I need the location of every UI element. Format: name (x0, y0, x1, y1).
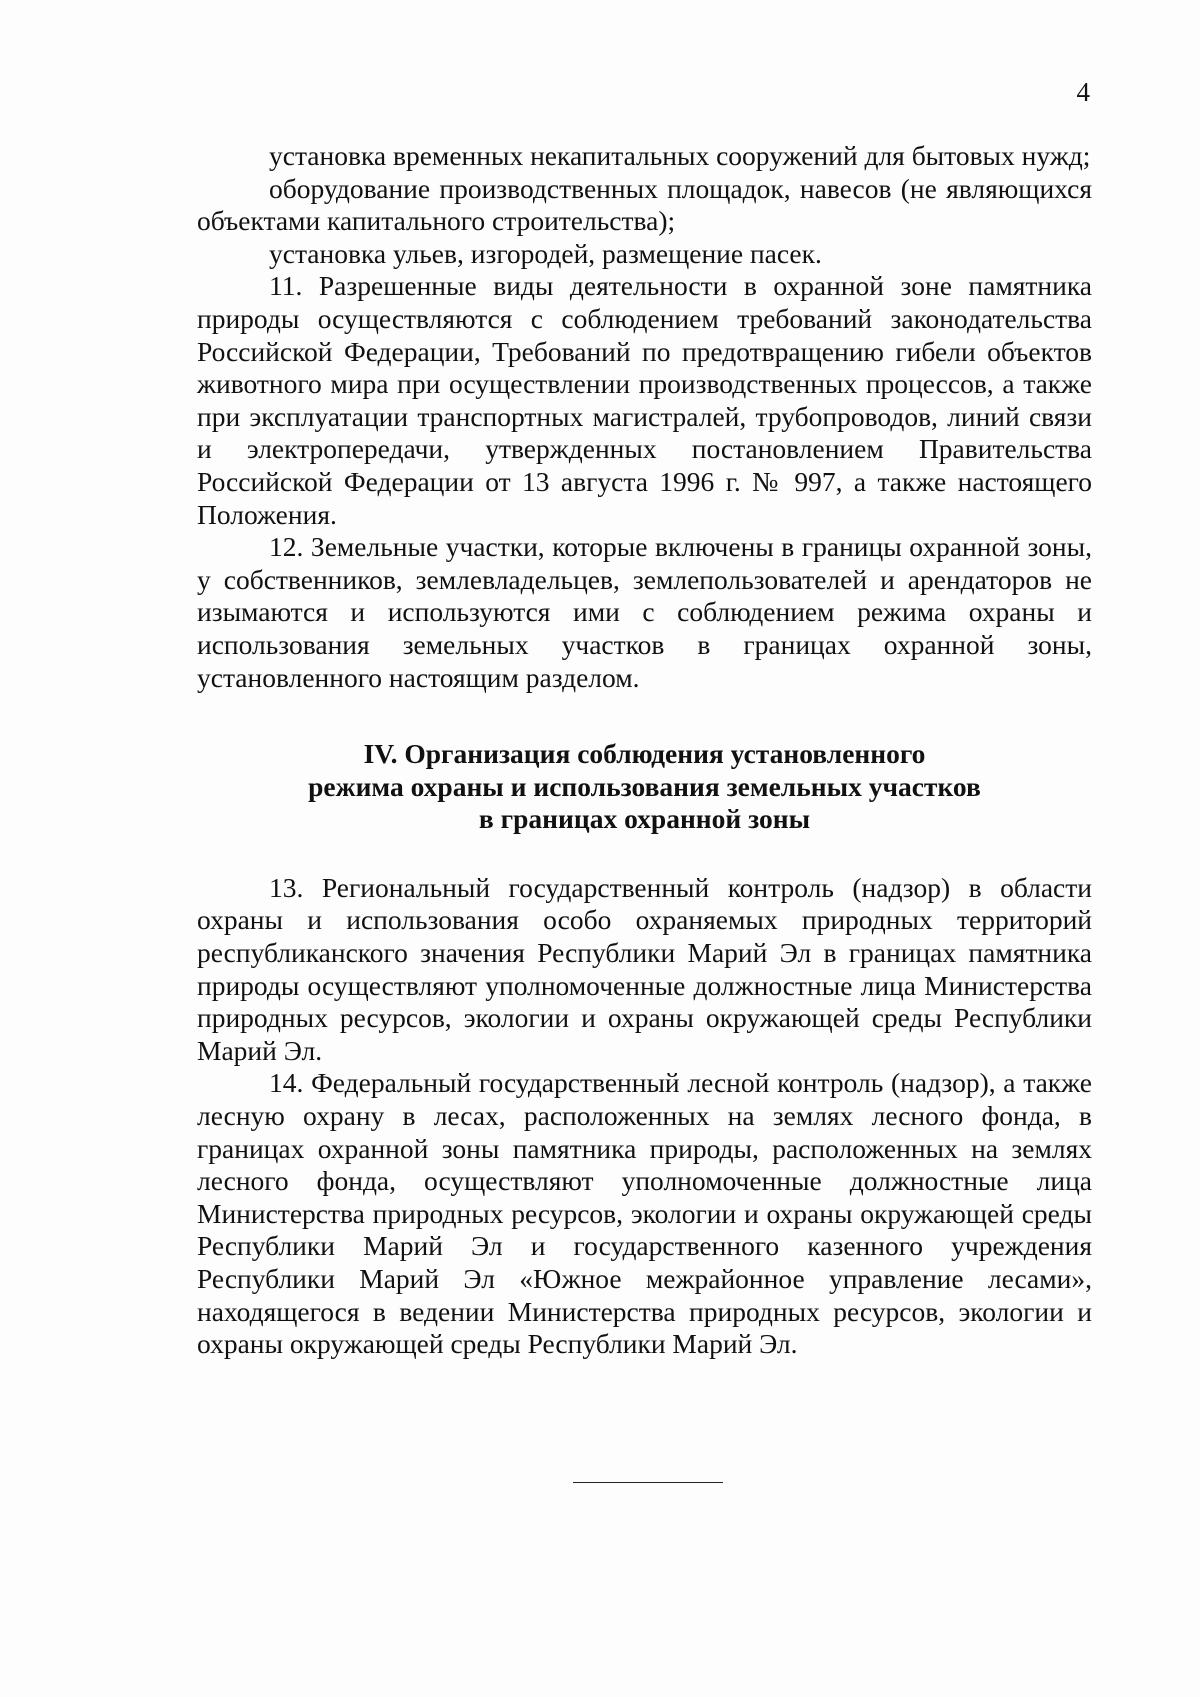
paragraph-item-13: 13. Региональный государственный контроль (надзор) в области охраны и использования особо охраняемых природных территорий республиканского значения Республики Марий Эл в границах памятника природы осуществляют уполномоченные должностные лица Министерства природных ресурсов, экологии и охраны окружающей среды Республики Марий Эл. (197, 871, 1092, 1066)
paragraph-item-12: 12. Земельные участки, которые включены в границы охранной зоны, у собственников, землевладельцев, землепользователей и арендаторов не изымаются и используются ими с соблюдением режима охраны и использования земельных участков в границах охранной зоны, установленного настоящим разделом. (197, 531, 1092, 693)
paragraph-beehives: установка ульев, изгородей, размещение пасек. (269, 237, 822, 269)
document-body (197, 140, 1092, 1361)
paragraph-item-14: 14. Федеральный государственный лесной контроль (надзор), а также лесную охрану в лесах, расположенных на землях лесного фонда, в границах охранной зоны памятника природы, расположенных на землях лесного фонда, осуществляют уполномоченные должностные лица Министерства природных ресурсов, экологии и охраны окружающей среды Республики Марий Эл и государственного казенного учреждения Республики Марий Эл «Южное межрайонное управление лесами», находящегося в ведении Министерства природных ресурсов, экологии и охраны окружающей среды Республики Марий Эл. (197, 1067, 1092, 1360)
paragraph-temporary-structures: установка временных некапитальных сооружений для бытовых нужд; (269, 140, 1091, 171)
paragraph-production-sites: оборудование производственных площадок, навесов (не являющихся объектами капитального строительства); (197, 172, 1092, 237)
paragraph-item-11: 11. Разрешенные виды деятельности в охранной зоне памятника природы осуществляются с соблюдением требований законодательства Российской Федерации, Требований по предотвращению гибели объектов животного мира при осуществлении производственных процессов, а также при эксплуатации транспортных магистралей, трубопроводов, линий связи и электропередачи, утвержденных постановлением Правительства Российской Федерации от 13 августа 1996 г. № 997, а также настоящего Положения. (197, 270, 1092, 530)
section-heading-line-3: в границах охранной зоны (478, 803, 811, 835)
end-divider (573, 1482, 723, 1483)
page-number: 4 (1076, 77, 1090, 107)
section-heading (197, 738, 1092, 836)
section-heading-line-1: IV. Организация соблюдения установленного (363, 738, 926, 770)
section-heading-line-2: режима охраны и использования земельных участков (308, 770, 981, 802)
